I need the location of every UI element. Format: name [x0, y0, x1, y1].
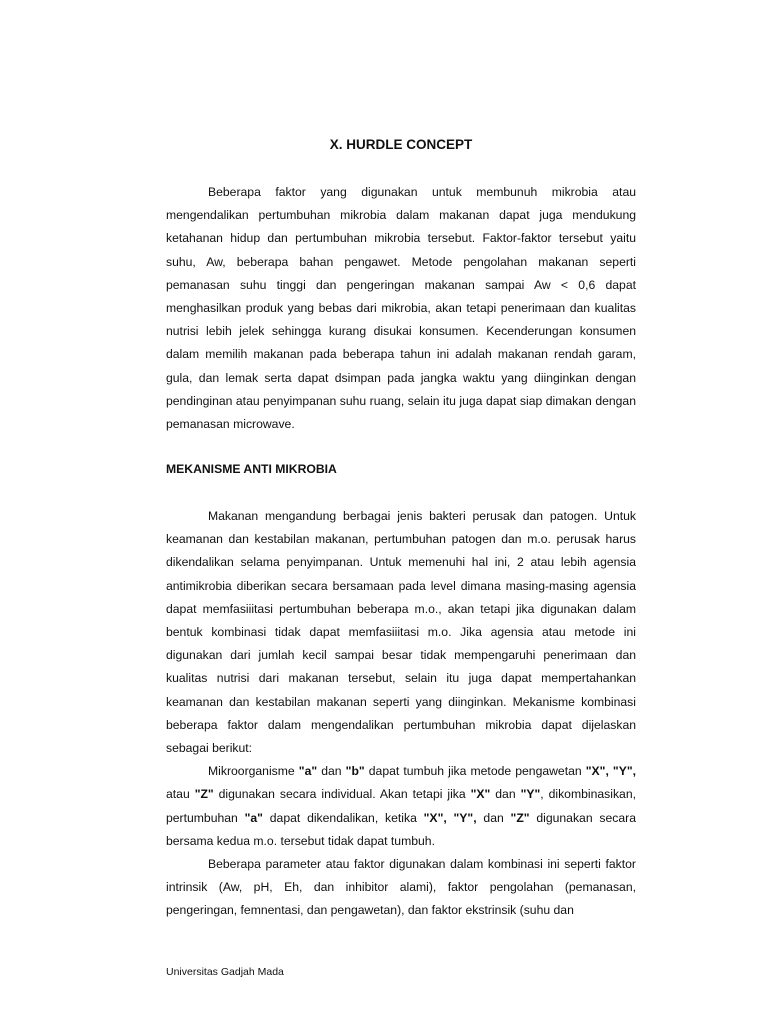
page-footer: Universitas Gadjah Mada — [166, 966, 284, 978]
mechanism-section — [166, 505, 636, 923]
mechanism-paragraph: Makanan mengandung berbagai jenis bakteri perusak dan patogen. Untuk keamanan dan kestabilan makanan, pertumbuhan patogen dan m.o. perusak harus dikendalikan selama penyimpanan. Untuk memenuhi hal ini, 2 atau lebih agensia antimikrobia diberikan secara bersamaan pada level dimana masing-masing agensia dapat memfasiiitasi pertumbuhan beberapa m.o., akan tetapi jika digunakan dalam bentuk kombinasi tidak dapat memfasiiitasi m.o. Jika agensia atau metode ini digunakan dari jumlah kecil sampai besar tidak mempengaruhi penerimaan dan kualitas nutrisi dari makanan tersebut, selain itu juga dapat mempertahankan keamanan dan kestabilan makanan seperti yang diinginkan. Mekanisme kombinasi beberapa faktor dalam mengendalikan pertumbuhan mikrobia dapat dijelaskan sebagai berikut: — [166, 509, 636, 756]
example-paragraph: Mikroorganisme "a" dan "b" dapat tumbuh jika metode pengawetan "X", "Y", atau "Z" digunakan secara individual. Akan tetapi jika "X" dan "Y", dikombinasikan, pertumbuhan "a" dapat dikendalikan, ketika "X", "Y", dan "Z" digunakan secara bersama kedua m.o. tersebut tidak dapat tumbuh. — [166, 764, 637, 848]
page-title: X. HURDLE CONCEPT — [329, 137, 473, 152]
intro-section — [166, 181, 636, 436]
section-heading: MEKANISME ANTI MIKROBIA — [166, 462, 337, 476]
intro-paragraph: Beberapa faktor yang digunakan untuk membunuh mikrobia atau mengendalikan pertumbuhan mikrobia dalam makanan dapat juga mendukung ketahanan hidup dan pertumbuhan mikrobia tersebut. Faktor-faktor tersebut yaitu suhu, Aw, beberapa bahan pengawet. Metode pengolahan makanan seperti pemanasan suhu tinggi dan pengeringan makanan sampai Aw < 0,6 dapat menghasilkan produk yang bebas dari mikrobia, akan tetapi penerimaan dan kualitas nutrisi lebih jelek sehingga kurang disukai konsumen. Kecenderungan konsumen dalam memilih makanan pada beberapa tahun ini adalah makanan rendah garam, gula, dan lemak serta dapat dsimpan pada jangka waktu yang diinginkan dengan pendinginan atau penyimpanan suhu ruang, selain itu juga dapat siap dimakan dengan pemanasan microwave. — [166, 185, 636, 432]
parameters-paragraph: Beberapa parameter atau faktor digunakan dalam kombinasi ini seperti faktor intrinsik (Aw, pH, Eh, dan inhibitor alami), faktor pengolahan (pemanasan, pengeringan, femnentasi, dan pengawetan), dan faktor ekstrinsik (suhu dan — [166, 857, 636, 918]
